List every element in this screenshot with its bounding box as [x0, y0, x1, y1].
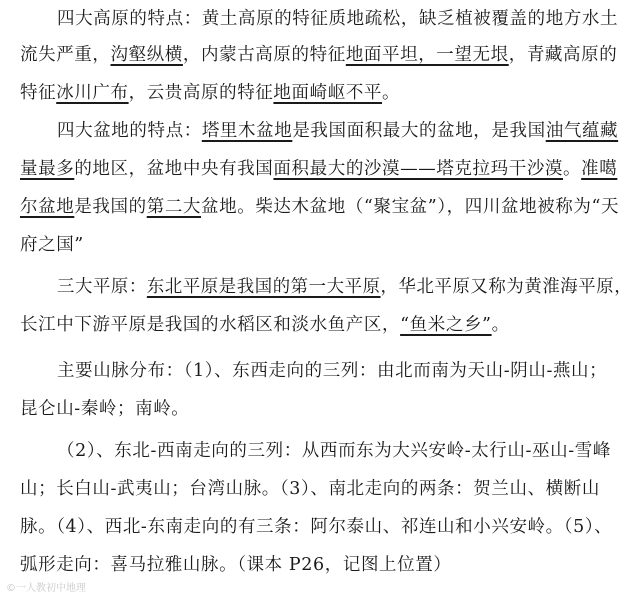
- mountain-text: 山；长白山-武夷山；台湾山脉。（3）、南北走向的两条：贺兰山、横断山: [20, 479, 600, 499]
- underlined-key-term: 准噶: [581, 159, 618, 179]
- basin-text: 四大盆地的特点：: [57, 121, 202, 141]
- underlined-key-term: 尔盆地: [20, 197, 75, 217]
- underlined-key-term: 油气蕴藏: [545, 121, 619, 141]
- watermark: ©一人教初中地理: [6, 583, 86, 594]
- plateau-text: ，青藏高原的: [508, 45, 618, 65]
- plateau-line-3: [20, 82, 630, 104]
- plain-text: 。: [491, 315, 510, 335]
- basin-line-2: [20, 158, 630, 180]
- underlined-key-term: 沟壑纵横: [110, 45, 183, 65]
- plateau-line-1: [57, 8, 630, 30]
- underlined-key-term: 第二大: [146, 197, 202, 217]
- basin-text: 是我国的: [74, 197, 147, 217]
- underlined-key-term: 地面平坦，一望无垠: [345, 45, 509, 65]
- mountain-text: 主要山脉分布：（1）、东西走向的三列：由北而南为天山-阴山-燕山；: [57, 361, 608, 381]
- basin-line-3: [20, 196, 630, 218]
- mountain-line-3: [57, 440, 630, 462]
- underlined-key-term: 冰川广布: [56, 83, 129, 103]
- mountain-line-5: [20, 516, 630, 538]
- mountain-line-6: [20, 554, 630, 576]
- underlined-key-term: 塔里木盆地: [201, 121, 293, 141]
- plateau-line-2: [20, 44, 630, 66]
- plain-text: ，华北平原又称为黄淮海平原，: [380, 277, 633, 297]
- plateau-text: ，内蒙古高原的特征: [182, 45, 346, 65]
- basin-text: 府之国”: [20, 235, 84, 255]
- mountain-text: 弧形走向：喜马拉雅山脉。（课本 P26，记图上位置）: [20, 555, 452, 575]
- mountain-text: 昆仑山-秦岭；南岭。: [20, 399, 190, 419]
- underlined-key-term: 东北平原是我国的第一大平原: [146, 277, 381, 297]
- basin-line-4: [20, 234, 630, 256]
- plain-line-1: [57, 276, 633, 298]
- plain-line-2: [20, 314, 630, 336]
- mountain-line-1: [57, 360, 630, 382]
- underlined-key-term: “鱼米之乡”: [400, 315, 492, 335]
- basin-text: 是我国面积最大的盆地，是我国: [292, 121, 546, 141]
- plateau-text: ，云贵高原的特征: [128, 83, 274, 103]
- basin-line-1: [57, 120, 630, 142]
- plateau-text: 。: [382, 83, 401, 103]
- underlined-key-term: 量最多: [20, 159, 75, 179]
- mountain-line-2: [20, 398, 630, 420]
- plateau-text: 特征: [20, 83, 57, 103]
- plain-text: 长江中下游平原是我国的水稻区和淡水鱼产区，: [20, 315, 401, 335]
- underlined-key-term: 面积最大的沙漠——塔克拉玛干沙漠: [273, 159, 564, 179]
- underlined-key-term: 地面崎岖不平: [273, 83, 383, 103]
- basin-text: 。: [563, 159, 582, 179]
- plateau-text: 流失严重，: [20, 45, 111, 65]
- plain-text: 三大平原：: [57, 277, 147, 297]
- basin-text: 的地区，盆地中央有我国: [74, 159, 274, 179]
- mountain-text: （2）、东北-西南走向的三列：从西而东为大兴安岭-太行山-巫山-雪峰: [57, 441, 611, 461]
- mountain-line-4: [20, 478, 630, 500]
- basin-text: 盆地。柴达木盆地（“聚宝盆”），四川盆地被称为“天: [201, 197, 620, 217]
- plateau-text: 四大高原的特点：黄土高原的特征质地疏松，缺乏植被覆盖的地方水土: [57, 9, 619, 29]
- mountain-text: 脉。（4）、西北-东南走向的有三条：阿尔泰山、祁连山和小兴安岭。（5）、: [20, 517, 613, 537]
